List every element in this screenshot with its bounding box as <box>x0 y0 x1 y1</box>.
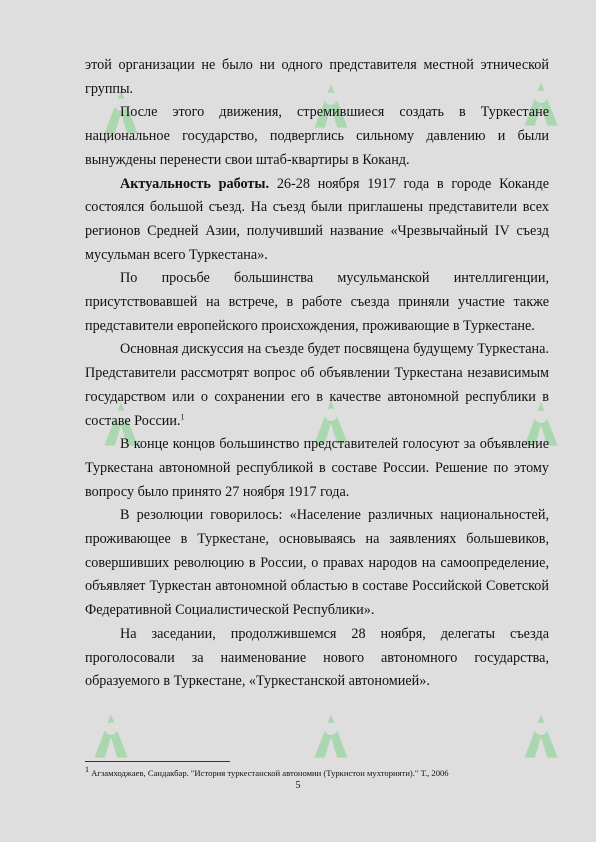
paragraph: Основная дискуссия на съезде будет посвящена будущему Туркестана. Представители рассмотрят вопрос об объявлении Туркестана независимым государством или о сохранении его в качестве автономной республики в составе России.$^1$ <box>85 341 549 429</box>
footnote-ref[interactable]: 1 <box>180 411 185 421</box>
watermark-logo-icon <box>80 706 142 768</box>
paragraph: этой организации не было ни одного представителя местной этнической группы. <box>85 57 549 97</box>
paragraph: На заседании, продолжившемся 28 ноября, делегаты съезда проголосовали за наименование нового автономного государства, образуемого в Туркестане, «Туркестанской автономией». <box>85 625 549 690</box>
page-number: 5 <box>295 780 301 791</box>
footnote-divider <box>85 761 230 762</box>
footnote-text: Агзамходжаев, Сандакбар. "История туркестанской автономии (Туркистон мухторияти)." Т., 2006 <box>89 768 449 778</box>
paragraph: Актуальность работы. 26-28 ноября 1917 года в городе Коканде состоялся большой съезд. На съезд были приглашены представители всех регионов Средней Азии, получивший название «Чрезвычайный IV съезд мусульман всего Туркестана». <box>85 175 549 263</box>
watermark-logo-icon <box>510 706 572 768</box>
section-lead: Актуальность работы. <box>120 175 270 192</box>
paragraph: По просьбе большинства мусульманской интеллигенции, присутствовавшей на встрече, в работе съезда приняли участие также представители европейского происхождения, проживающие в Туркестане. <box>85 270 549 334</box>
watermark-logo-icon <box>300 706 362 768</box>
paragraph: В конце концов большинство представителей голосуют за объявление Туркестана автономной республикой в составе России. Решение по этому вопросу было принято 27 ноября 1917 года. <box>85 436 549 500</box>
footnote-mark: 1 <box>85 765 89 775</box>
paragraph: В резолюции говорилось: «Население различных национальностей, проживающее в Туркестане, основываясь на заявлениях большевиков, совершивших революцию в России, о правах народов на самоопределение, объявляет Туркестан автономной областью в составе Российской Советской Федеративной Социалистической Республики». <box>85 507 549 619</box>
paragraph: После этого движения, стремившиеся создать в Туркестане национальное государство, подверглись сильному давлению и были вынуждены перенести свои штаб-квартиры в Коканд. <box>85 104 549 168</box>
footnote <box>85 765 555 779</box>
body-text <box>85 54 549 694</box>
